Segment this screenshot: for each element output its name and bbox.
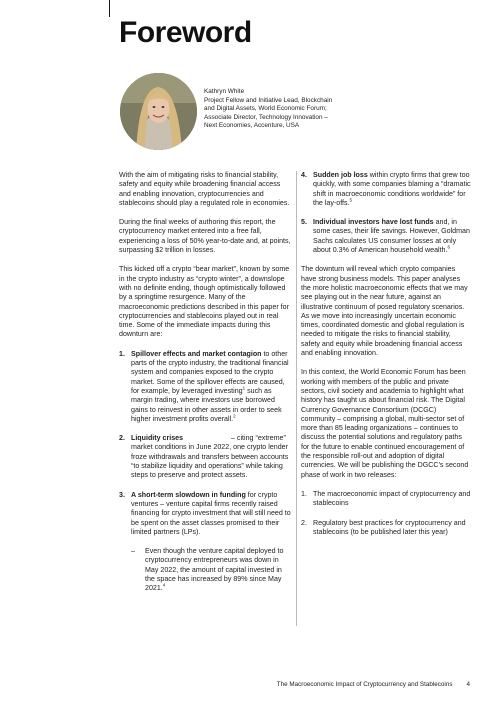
list-item-text: to other parts of the crypto industry, the traditional financial system and companies exposed to the crypto market. Some of the spillover effects are caused, for example, by leveraged investing — [131, 349, 289, 395]
list-item-heading: A short-term slowdown in funding — [131, 490, 246, 499]
author-portrait-image — [120, 73, 197, 150]
list-number: 5. — [301, 218, 307, 227]
sub-list-item — [119, 547, 291, 593]
author-block — [204, 88, 334, 131]
list-item — [301, 171, 471, 208]
left-column — [119, 171, 291, 604]
list-number: 1. — [301, 489, 307, 498]
footnote-ref: 6 — [447, 244, 450, 250]
list-item-text: within crypto firms that grew too quickly, with some companies blaming a “dramatic shift in macroeconomic conditions worldwide” for the lay-offs. — [313, 171, 471, 207]
footnote-ref: 5 — [349, 197, 353, 203]
footnote-ref: 4 — [162, 582, 166, 588]
column-divider — [296, 171, 297, 626]
author-photo — [120, 73, 197, 150]
paragraph: During the final weeks of authoring this report, the cryptocurrency market entered into a free fall, experiencing a loss of 50% year-to-date and, at points, surpassing $2 trillion in losses. — [119, 218, 291, 255]
paragraph: With the aim of mitigating risks to financial stability, safety and equity while broadening financial access and enabling innovation, cryptocurrencies and stablecoins should play a regulated role in economies. — [119, 171, 290, 207]
dash-bullet: – — [131, 547, 135, 556]
list-number: 3. — [119, 490, 125, 499]
list-item — [119, 491, 291, 537]
list-item — [119, 434, 291, 480]
paragraph: In this context, the World Economic Forum has been working with members of the public and private sectors, civil society and academia to highlight what history has taught us about financial risk. The Digital Currency Governance Consortium (DCGC) community – comprising a global, multi-sector set of more than 85 leading organizations – continues to discuss the potential solutions and regulatory paths for the future to enable continued encouragement of the responsible roll-out and adoption of digital currencies. We will be publishing the DGCC’s second phase of work in two releases: — [301, 368, 469, 479]
list-item — [301, 490, 471, 509]
list-item-text: Regulatory best practices for cryptocurrency and stablecoins (to be published later this year) — [313, 518, 466, 536]
top-rule — [109, 0, 110, 17]
list-item-text: and, in some cases, their life savings. However, Goldman Sachs calculates US consumer losses at only about 0.3% of American household wealth. — [313, 218, 470, 255]
list-item-heading: Individual investors have lost funds — [313, 218, 434, 227]
author-name: Kathryn White — [204, 88, 245, 95]
list-item-text: for crypto ventures – venture capital firms recently raised financing for crypto investment that will still need to be spent on the asset classes promised to their limited partners (LPs). — [131, 490, 291, 536]
page-title: Foreword — [119, 16, 252, 49]
list-item-heading: Sudden job loss — [313, 171, 368, 179]
page-footer — [277, 681, 470, 688]
footnote-ref: 2 — [233, 413, 236, 419]
footnote-ref: 1 — [242, 385, 246, 391]
list-item-heading: Spillover effects and market contagion — [131, 349, 262, 358]
paragraph: The downturn will reveal which crypto companies have strong business models. This paper analyses the more holistic macroeconomic effects that we may see playing out in the near future, against an illustrative continuum of posed regulatory scenarios. As we move into increasingly uncertain economic times, coordinated domestic and global regulation is needed to mitigate the risks to financial stability, safety and equity while broadening financial access and enabling innovation. — [301, 265, 468, 358]
page-number: 4 — [466, 681, 470, 688]
list-number: 4. — [301, 171, 307, 179]
list-item-text: The macroeconomic impact of cryptocurrency and stablecoins — [313, 489, 471, 508]
list-item — [119, 350, 291, 424]
list-item-heading: Liquidity crises — [131, 434, 184, 443]
list-item — [301, 218, 471, 255]
list-number: 2. — [119, 434, 125, 443]
list-item-text: – citing “extreme” market conditions in June 2022, one crypto lender froze withdrawals and transfers between accounts “to stabilize liquidity and operations” while taking steps to preserve and protect assets. — [131, 434, 289, 480]
list-item-text: such as margin trading, where investors use borrowed gains to reinvest in other assets in order to seek higher investment profits overall. — [131, 386, 282, 423]
list-number: 1. — [119, 349, 125, 358]
paragraph: This kicked off a crypto “bear market”, known by some in the crypto industry as “crypto winter”, a downslope with no definite ending, though optimistically followed by a springtime resurgence. Many of the macroeconomic predictions described in this paper for cryptocurrencies and stablecoins played out in real time. Some of the immediate impacts during this downturn are: — [119, 265, 290, 339]
footer-title: The Macroeconomic Impact of Cryptocurrency and Stablecoins — [276, 681, 453, 688]
sub-list-text: Even though the venture capital deployed to cryptocurrency entrepreneurs was down in May 2022, the amount of capital invested in the space has increased by 89% since May 2021. — [145, 547, 284, 593]
right-column — [301, 171, 471, 547]
list-number: 2. — [301, 518, 307, 527]
author-role: Project Fellow and Initiative Lead, Blockchain and Digital Assets, World Economic Forum; Associate Director, Technology Innovation – Next Economies, Accenture, USA — [204, 96, 333, 130]
list-item — [301, 519, 471, 538]
